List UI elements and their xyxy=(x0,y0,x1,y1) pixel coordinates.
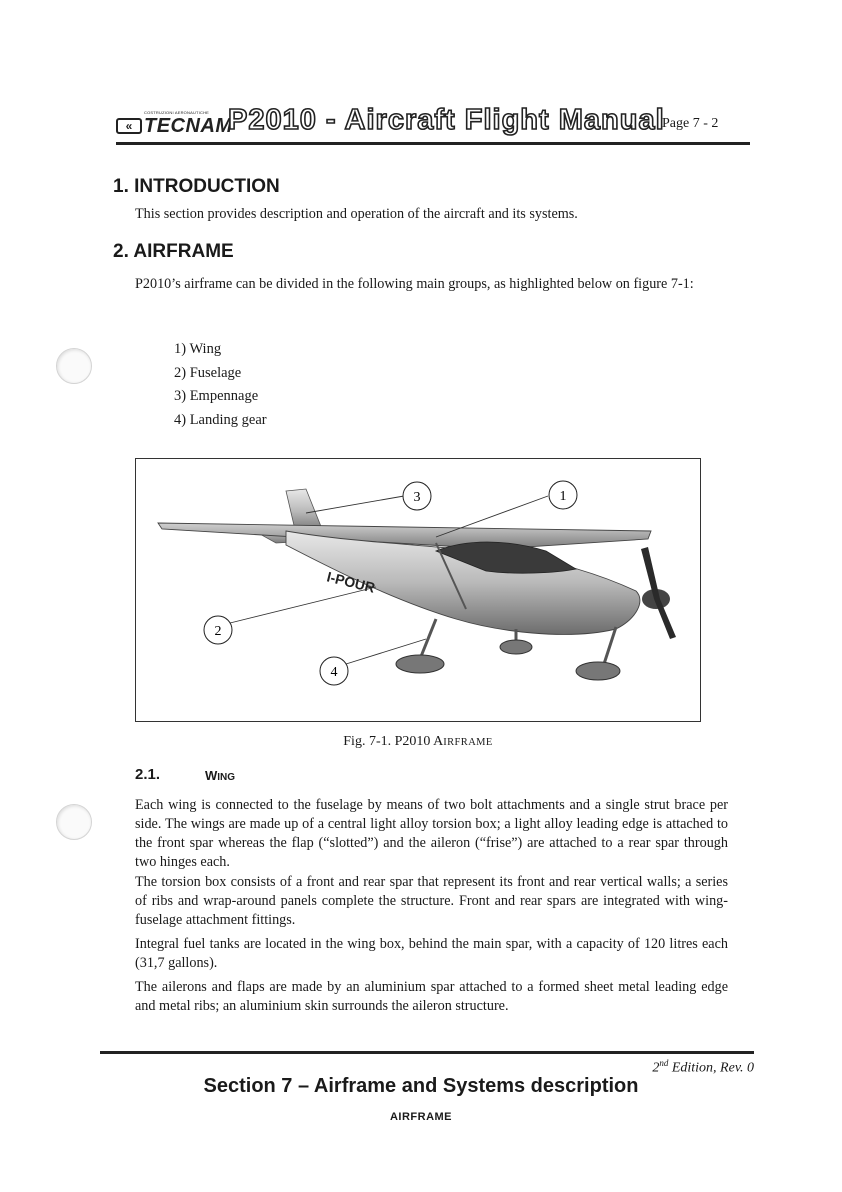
callout-1 xyxy=(549,481,577,509)
footer-rule xyxy=(100,1051,754,1054)
list-item: 4) Landing gear xyxy=(174,411,267,428)
callout-leader xyxy=(230,587,376,623)
wing-section-number: 2.1. xyxy=(135,766,161,783)
caption-first-letter: A xyxy=(433,734,444,749)
tecnam-logo xyxy=(116,110,233,137)
binder-hole-bottom xyxy=(56,804,92,840)
footer-section-subtitle: AIRFRAME xyxy=(389,1111,453,1123)
caption-prefix: Fig. 7-1. P2010 xyxy=(343,734,434,749)
callout-label: 1 xyxy=(559,489,567,504)
edition-rest: Edition, Rev. 0 xyxy=(668,1060,754,1076)
logo-small-text: COSTRUZIONI AERONAUTICHE xyxy=(144,110,210,115)
figure-caption xyxy=(135,734,701,750)
callout-3 xyxy=(403,482,431,510)
callout-label: 3 xyxy=(413,490,421,505)
callout-label: 4 xyxy=(330,665,338,680)
binder-hole-top xyxy=(56,348,92,384)
airframe-figure xyxy=(135,458,701,722)
caption-rest: IRFRAME xyxy=(443,737,493,748)
main-gear-leg xyxy=(420,619,436,659)
callout-2 xyxy=(204,616,232,644)
aircraft-illustration xyxy=(136,459,700,721)
header-rule xyxy=(116,142,750,145)
callout-label: 2 xyxy=(214,624,222,639)
list-item: 3) Empennage xyxy=(174,388,259,404)
airframe-text: P2010’s airframe can be divided in the following main groups, as highlighted below on figure 7-1: xyxy=(135,276,694,292)
main-gear-fairing xyxy=(500,640,532,654)
main-gear-fairing xyxy=(396,655,444,673)
wing-title-first: W xyxy=(205,768,218,783)
airframe-heading: 2. AIRFRAME xyxy=(113,241,234,262)
wing-paragraph: Integral fuel tanks are located in the wing box, behind the main spar, with a capacity of 120 litres each (31,7 gallons). xyxy=(135,936,728,971)
wing-paragraph: The torsion box consists of a front and rear spar that represent its front and rear vertical walls; a series of ribs and wrap-around panels complete the structure. Front and rear spars are integrated with wing-fuselage attachment fittings. xyxy=(135,874,728,928)
list-item: 1) Wing xyxy=(174,341,222,357)
logo-word: TECNAM xyxy=(144,115,233,137)
manual-title: P2010 - Aircraft Flight Manual xyxy=(228,104,665,136)
footer-section-title: Section 7 – Airframe and Systems description xyxy=(203,1075,639,1097)
wing-title-rest: ING xyxy=(217,772,236,783)
list-item: 2) Fuselage xyxy=(174,364,242,381)
edition-suffix: nd xyxy=(659,1058,669,1068)
wing-paragraph: The ailerons and flaps are made by an aluminium spar attached to a formed sheet metal leading edge and metal ribs; an aluminium skin surrounds the aileron structure. xyxy=(135,979,728,1014)
edition-number: 2 xyxy=(652,1060,660,1076)
registration-mark: I-POUR xyxy=(325,568,377,596)
edition-label xyxy=(560,1058,754,1077)
callout-4 xyxy=(320,657,348,685)
wing-paragraph: Each wing is connected to the fuselage by means of two bolt attachments and a single strut brace per side. The wings are made up of a central light alloy torsion box; a light alloy leading edge is attached to the front spar whereas the flap (“slotted”) and the aileron (“frise”) are attached to a rear spar through two hinges each. xyxy=(135,797,728,870)
callout-leader xyxy=(306,496,404,513)
nose-gear-fairing xyxy=(576,662,620,680)
nose-gear-leg xyxy=(604,627,616,664)
intro-text: This section provides description and operation of the aircraft and its systems. xyxy=(135,206,578,222)
page-number: Page 7 - 2 xyxy=(662,116,719,131)
intro-heading: 1. INTRODUCTION xyxy=(113,176,280,197)
airframe-groups-list xyxy=(174,338,267,432)
wing-section-title xyxy=(205,768,235,783)
logo-badge: « xyxy=(116,118,142,134)
